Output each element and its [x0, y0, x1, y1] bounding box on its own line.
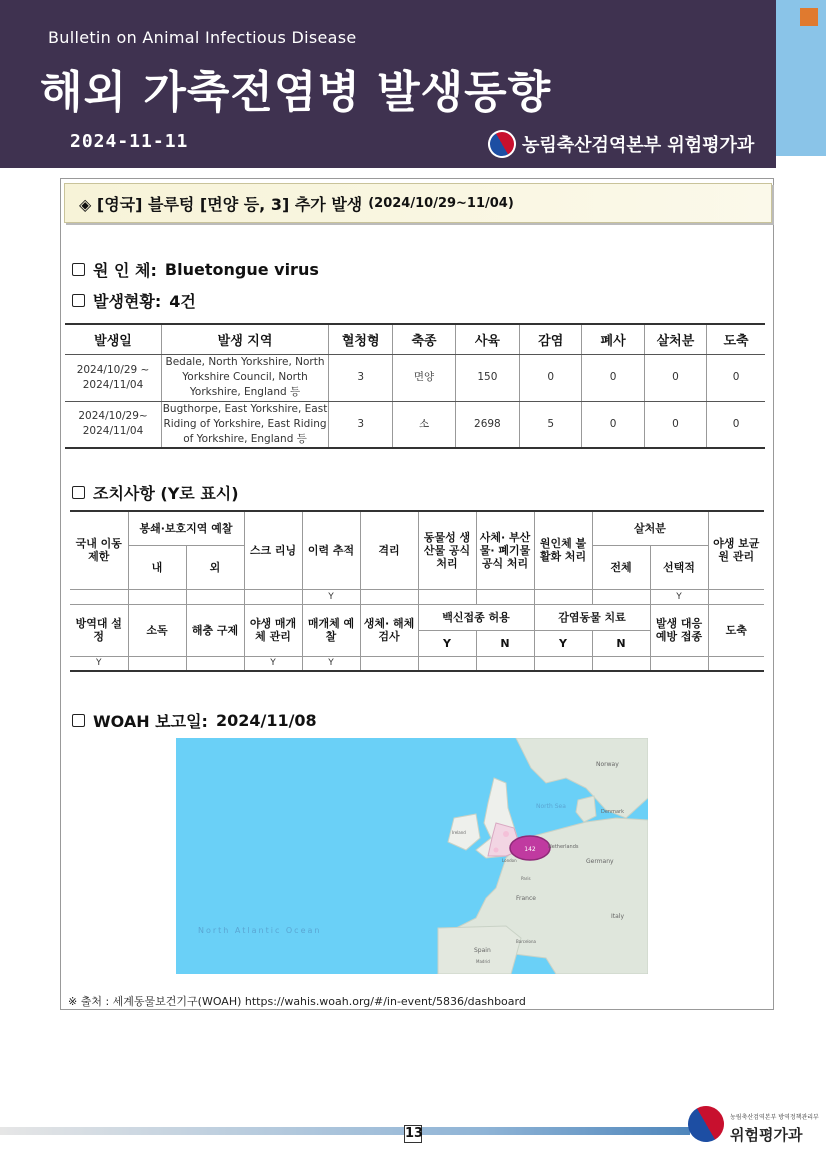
page-number: 13	[405, 1126, 424, 1141]
cluster-count: 142	[524, 846, 536, 853]
checkbox-bullet-icon	[72, 263, 85, 276]
measure-cell	[186, 656, 244, 671]
outbreak-map	[176, 738, 648, 974]
header-org-name: 농림축산검역본부 위험평가과	[522, 135, 755, 156]
table-header-row	[65, 324, 765, 354]
column-header: 도축	[707, 324, 765, 354]
measures-title: 조치사항 (Y로 표시)	[93, 484, 239, 503]
map-label: Germany	[586, 858, 614, 865]
taeguk-logo-icon	[483, 125, 521, 163]
header-screening: 스크 리닝	[244, 511, 302, 589]
section-period: (2024/10/29~11/04)	[368, 195, 514, 211]
cell-serotype: 3	[329, 354, 393, 401]
measure-cell	[708, 656, 764, 671]
map-label: Spain	[474, 947, 491, 954]
measure-cell	[128, 656, 186, 671]
header-domestic-move: 국내 이동 제한	[70, 511, 128, 589]
map-label: North Sea	[536, 803, 566, 810]
cell-slaughtered: 0	[707, 401, 765, 448]
header-vector-surveillance: 매개체 예찰	[302, 604, 360, 656]
checkbox-bullet-icon	[72, 294, 85, 307]
cell-region: Bugthorpe, East Yorkshire, East Riding of Yorkshire, East Riding of Yorkshire, England 등	[162, 401, 329, 448]
cell-slaughtered: 0	[707, 354, 765, 401]
measure-cell: Y	[244, 656, 302, 671]
header-culling: 살처분	[592, 511, 708, 545]
cell-date: 2024/10/29 ~ 2024/11/04	[65, 354, 162, 401]
measure-cell	[418, 589, 476, 604]
column-header: 감염	[520, 324, 582, 354]
measure-cell	[650, 656, 708, 671]
measure-cell	[360, 656, 418, 671]
measure-cell	[592, 589, 650, 604]
header-inactivation: 원인체 불활화 처리	[534, 511, 592, 589]
measure-cell	[476, 589, 534, 604]
section-banner	[64, 183, 772, 223]
header-disinfection: 소독	[128, 604, 186, 656]
measure-cell	[708, 589, 764, 604]
header-outside: 외	[186, 545, 244, 589]
table-header-row	[70, 604, 764, 630]
header-selective: 선택적	[650, 545, 708, 589]
outbreak-table	[65, 323, 765, 449]
measures-table	[70, 510, 764, 672]
header-containment: 봉쇄·보호지역 예찰	[128, 511, 244, 545]
cell-date: 2024/10/29~ 2024/11/04	[65, 401, 162, 448]
header-quarantine: 격리	[360, 511, 418, 589]
cell-dead: 0	[582, 354, 644, 401]
header-n: N	[476, 630, 534, 656]
measure-cell	[592, 656, 650, 671]
status-value: 4건	[169, 292, 196, 311]
measure-cell	[244, 589, 302, 604]
header-slaughter: 도축	[708, 604, 764, 656]
taeguk-logo-icon	[681, 1099, 730, 1148]
bulletin-subtitle: Bulletin on Animal Infectious Disease	[48, 28, 357, 47]
header-tracing: 이력 추적	[302, 511, 360, 589]
measure-cell	[186, 589, 244, 604]
table-row	[70, 656, 764, 671]
header-wild-vector: 야생 매개체 관리	[244, 604, 302, 656]
map-label: London	[502, 858, 517, 863]
header-emergency-vaccination: 발생 대응 예방 접종	[650, 604, 708, 656]
cell-raised: 2698	[455, 401, 519, 448]
measure-cell: Y	[302, 589, 360, 604]
outbreak-point-marker	[503, 831, 509, 837]
header-n: N	[592, 630, 650, 656]
woah-value: 2024/11/08	[215, 711, 317, 730]
measure-cell	[360, 589, 418, 604]
cell-infected: 5	[520, 401, 582, 448]
header-total: 전체	[592, 545, 650, 589]
map-label: France	[516, 895, 536, 902]
measure-cell	[128, 589, 186, 604]
bulletin-date: 2024-11-11	[70, 131, 189, 152]
table-row	[65, 401, 765, 448]
footer-org-name: 위험평가과	[730, 1126, 803, 1144]
map-label: Madrid	[476, 959, 490, 964]
column-header: 발생 지역	[162, 324, 329, 354]
map-label: Norway	[596, 761, 619, 768]
footer-org-subtitle: 농림축산검역본부 방역정책관리부	[730, 1114, 819, 1121]
woah-line	[72, 709, 317, 732]
status-line	[72, 289, 196, 312]
pathogen-label: 원 인 체:	[93, 261, 157, 280]
woah-label: WOAH 보고일:	[93, 712, 208, 731]
measure-cell	[534, 589, 592, 604]
cell-serotype: 3	[329, 401, 393, 448]
page-header	[0, 0, 776, 168]
denmark-landmass	[576, 796, 596, 822]
cell-infected: 0	[520, 354, 582, 401]
header-official-disposal: 동물성 생산물 공식 처리	[418, 511, 476, 589]
header-vaccination: 백신접종 허용	[418, 604, 534, 630]
header-inside: 내	[128, 545, 186, 589]
cell-species: 면양	[393, 354, 455, 401]
footer-gradient-line	[0, 1127, 690, 1135]
status-label: 발생현황:	[93, 292, 162, 311]
map-label: Ireland	[452, 830, 466, 835]
header-pest-control: 해충 구제	[186, 604, 244, 656]
measure-cell: Y	[70, 656, 128, 671]
measure-cell: Y	[650, 589, 708, 604]
column-header: 폐사	[582, 324, 644, 354]
measure-cell	[534, 656, 592, 671]
source-note: ※ 출처 : 세계동물보건기구(WOAH) https://wahis.woah.org/#/in-event/5836/dashboard	[68, 995, 526, 1008]
column-header: 축종	[393, 324, 455, 354]
map-label: Barcelona	[516, 939, 536, 944]
outbreak-point-marker	[494, 848, 499, 853]
ocean-label: North Atlantic Ocean	[198, 926, 322, 935]
cell-raised: 150	[455, 354, 519, 401]
header-zoning: 방역대 설정	[70, 604, 128, 656]
side-accent-square	[800, 8, 818, 26]
bulletin-title: 해외 가축전염병 발생동향	[40, 67, 552, 118]
table-row	[65, 354, 765, 401]
measure-cell	[418, 656, 476, 671]
measures-line	[72, 481, 239, 504]
checkbox-bullet-icon	[72, 714, 85, 727]
pathogen-value: Bluetongue virus	[164, 260, 319, 279]
cell-culled: 0	[644, 401, 706, 448]
pathogen-line	[72, 258, 319, 281]
measure-cell	[70, 589, 128, 604]
column-header: 사육	[455, 324, 519, 354]
map-label: Italy	[611, 913, 625, 920]
column-header: 혈청형	[329, 324, 393, 354]
header-carcass-disposal: 사체· 부산물· 폐기물 공식 처리	[476, 511, 534, 589]
section-title: ◈ [영국] 블루텅 [면양 등, 3] 추가 발생	[79, 194, 363, 214]
map-svg	[176, 738, 648, 974]
header-y: Y	[534, 630, 592, 656]
header-treatment: 감염동물 치료	[534, 604, 650, 630]
header-sampling: 생체· 해체 검사	[360, 604, 418, 656]
map-label: Denmark	[601, 809, 624, 815]
measure-cell: Y	[302, 656, 360, 671]
map-label: Paris	[521, 876, 531, 881]
cell-species: 소	[393, 401, 455, 448]
cell-culled: 0	[644, 354, 706, 401]
table-row	[70, 589, 764, 604]
measure-cell	[476, 656, 534, 671]
map-label: Netherlands	[548, 844, 579, 850]
column-header: 살처분	[644, 324, 706, 354]
header-wildlife-reservoir: 야생 보균원 관리	[708, 511, 764, 589]
column-header: 발생일	[65, 324, 162, 354]
table-header-row	[70, 511, 764, 545]
cell-dead: 0	[582, 401, 644, 448]
checkbox-bullet-icon	[72, 486, 85, 499]
header-y: Y	[418, 630, 476, 656]
header-org	[488, 130, 754, 158]
cell-region: Bedale, North Yorkshire, North Yorkshire Council, North Yorkshire, England 등	[162, 354, 329, 401]
